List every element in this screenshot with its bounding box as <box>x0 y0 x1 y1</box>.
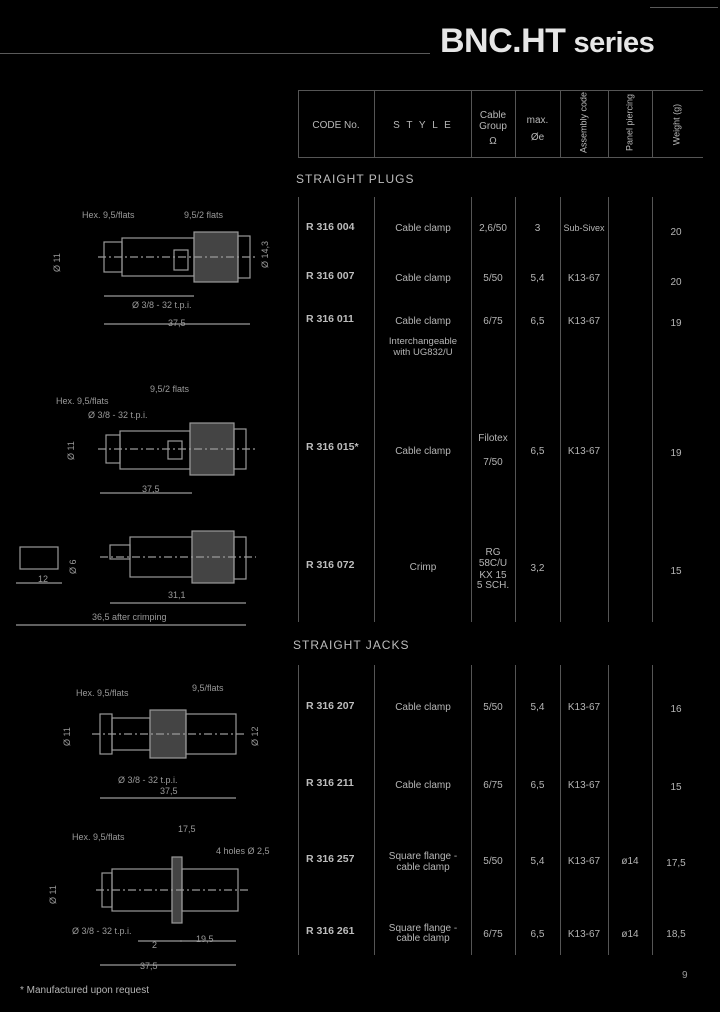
row-assembly: K13-67 <box>567 856 601 867</box>
corner-rule <box>650 7 718 8</box>
header-panel-piercing: Panel piercing <box>624 93 635 152</box>
row-cable-group: 5/50 <box>483 273 503 284</box>
row-weight: 15 <box>670 782 682 793</box>
dim-thread: Ø 3/8 - 32 t.p.i. <box>118 775 178 785</box>
row-cable-group: 6/75 <box>483 780 503 791</box>
row-weight: 19 <box>670 318 682 329</box>
row-code: R 316 072 <box>306 559 355 571</box>
dim-dia-1: Ø 11 <box>66 441 76 460</box>
dim-dia-1: Ø 11 <box>48 885 58 904</box>
row-assembly: K13-67 <box>567 780 601 791</box>
dim-square: 17,5 <box>178 824 196 834</box>
dim-thread: Ø 3/8 - 32 t.p.i. <box>132 300 192 310</box>
row-style-2: cable clamp <box>396 933 450 944</box>
dim-hex-2: 9,5/2 flats <box>150 384 190 394</box>
row-style: Cable clamp <box>395 780 451 791</box>
row-code: R 316 011 <box>306 313 354 325</box>
row-style: Cable clamp <box>395 223 451 234</box>
col-divider <box>608 197 609 622</box>
row-max: 6,5 <box>530 446 545 457</box>
row-assembly: K13-67 <box>567 702 601 713</box>
col-divider <box>374 665 375 955</box>
row-max: 5,4 <box>530 856 545 867</box>
row-weight: 15 <box>670 566 682 577</box>
header-max-unit: Øe <box>530 132 545 143</box>
col-divider <box>374 90 375 157</box>
header-cable-group-label: Cable Group <box>479 110 507 132</box>
row-weight: 20 <box>670 227 682 238</box>
series-name: BNC.HT <box>440 22 566 60</box>
dim-length: 31,1 <box>168 590 186 600</box>
dim-length: 37,5 <box>140 961 158 971</box>
dim-length: 37,5 <box>142 484 160 494</box>
row-cable-group-2: 7/50 <box>483 457 503 468</box>
dim-length-2: 19,5 <box>196 934 214 944</box>
row-style: Cable clamp <box>395 316 451 327</box>
table-header-rule <box>298 157 703 158</box>
col-divider <box>515 197 516 622</box>
col-divider <box>608 665 609 955</box>
dim-length-2: 36,5 after crimping <box>92 612 167 622</box>
row-code: R 316 261 <box>306 925 355 937</box>
page-title <box>440 22 654 61</box>
row-weight: 20 <box>670 277 682 288</box>
row-style: Crimp <box>409 562 437 573</box>
header-cable-group-unit: Ω <box>489 136 497 147</box>
row-style-2: cable clamp <box>396 862 450 873</box>
col-divider <box>560 197 561 622</box>
page-number: 9 <box>682 970 688 981</box>
row-cable-group-2: KX 15 <box>479 570 507 581</box>
header-cable-group <box>472 110 514 147</box>
row-max: 5,4 <box>530 273 545 284</box>
row-cable-group: 6/75 <box>483 316 503 327</box>
row-max: 6,5 <box>530 316 545 327</box>
header-max-label: max. <box>526 115 549 126</box>
header-code: CODE No. <box>312 120 360 131</box>
col-divider <box>560 90 561 157</box>
row-cable-group: Filotex <box>478 433 508 444</box>
plug-drawing-svg <box>0 200 300 330</box>
dim-dia-1: Ø 11 <box>52 253 62 272</box>
row-code: R 316 211 <box>306 777 354 789</box>
row-style-note: Interchangeable with UG832/U <box>388 336 458 358</box>
row-weight: 18,5 <box>666 929 686 940</box>
dim-dia-2: Ø 14,3 <box>260 240 270 268</box>
row-weight: 16 <box>670 704 682 715</box>
row-cable-group: 5/50 <box>483 856 503 867</box>
row-assembly: K13-67 <box>567 273 601 284</box>
row-code: R 316 257 <box>306 853 355 865</box>
dim-hex-2: 9,5/flats <box>192 683 224 693</box>
dim-hex-2: 9,5/2 flats <box>184 210 224 220</box>
series-suffix: series <box>573 27 655 59</box>
row-style: Cable clamp <box>395 446 451 457</box>
row-style: Square flange - <box>388 923 458 934</box>
header-weight: Weight (g) <box>671 103 682 146</box>
row-style: Square flange - <box>388 851 458 862</box>
row-max: 5,4 <box>530 702 545 713</box>
dim-length: 37,5 <box>168 318 186 328</box>
row-weight: 19 <box>670 448 682 459</box>
dim-holes: 4 holes Ø 2,5 <box>216 846 270 856</box>
row-assembly: Sub-Sivex <box>563 223 605 233</box>
table-top-rule <box>298 90 703 91</box>
row-assembly: K13-67 <box>567 446 601 457</box>
title-rule <box>0 53 430 54</box>
header-style: S T Y L E <box>393 120 453 131</box>
header-max <box>516 115 559 143</box>
row-code: R 316 207 <box>306 700 355 712</box>
dim-thread: Ø 3/8 - 32 t.p.i. <box>88 410 148 420</box>
row-max: 3 <box>534 223 541 234</box>
dim-hex: Hex. 9,5/flats <box>82 210 135 220</box>
col-divider <box>608 90 609 157</box>
row-panel: ø14 <box>621 929 639 940</box>
row-assembly: K13-67 <box>567 929 601 940</box>
col-divider <box>652 90 653 157</box>
row-style: Cable clamp <box>395 702 451 713</box>
row-max: 6,5 <box>530 929 545 940</box>
dim-cut: 12 <box>38 574 49 584</box>
dim-thread: Ø 3/8 - 32 t.p.i. <box>72 926 132 936</box>
section-title-jacks: STRAIGHT JACKS <box>293 638 410 652</box>
section-title-plugs: STRAIGHT PLUGS <box>296 172 415 186</box>
row-code: R 316 007 <box>306 270 355 282</box>
col-divider <box>298 90 299 157</box>
dim-dia-1: Ø 11 <box>62 727 72 746</box>
dim-hex: Hex. 9,5/flats <box>76 688 129 698</box>
row-panel: ø14 <box>621 856 639 867</box>
row-code: R 316 015* <box>306 441 359 453</box>
row-assembly: K13-67 <box>567 316 601 327</box>
row-weight: 17,5 <box>666 858 686 869</box>
col-divider <box>374 197 375 622</box>
col-divider <box>652 197 653 622</box>
row-cable-group: 6/75 <box>483 929 503 940</box>
row-style: Cable clamp <box>395 273 451 284</box>
row-max: 3,2 <box>530 563 545 574</box>
dim-length: 37,5 <box>160 786 178 796</box>
row-cable-group: 2,6/50 <box>479 223 507 234</box>
dim-hex: Hex. 9,5/flats <box>72 832 125 842</box>
header-assembly-code: Assembly code <box>578 91 589 154</box>
footnote: * Manufactured upon request <box>20 985 149 996</box>
dim-hex: Hex. 9,5/flats <box>56 396 109 406</box>
dim-dia-2: Ø 12 <box>250 726 260 746</box>
row-cable-group-3: 5 SCH. <box>476 580 510 591</box>
dim-two: 2 <box>152 940 158 950</box>
row-code: R 316 004 <box>306 221 355 233</box>
row-cable-group: RG 58C/U <box>478 547 508 569</box>
row-max: 6,5 <box>530 780 545 791</box>
dim-dia: Ø 6 <box>68 559 78 574</box>
row-cable-group: 5/50 <box>483 702 503 713</box>
